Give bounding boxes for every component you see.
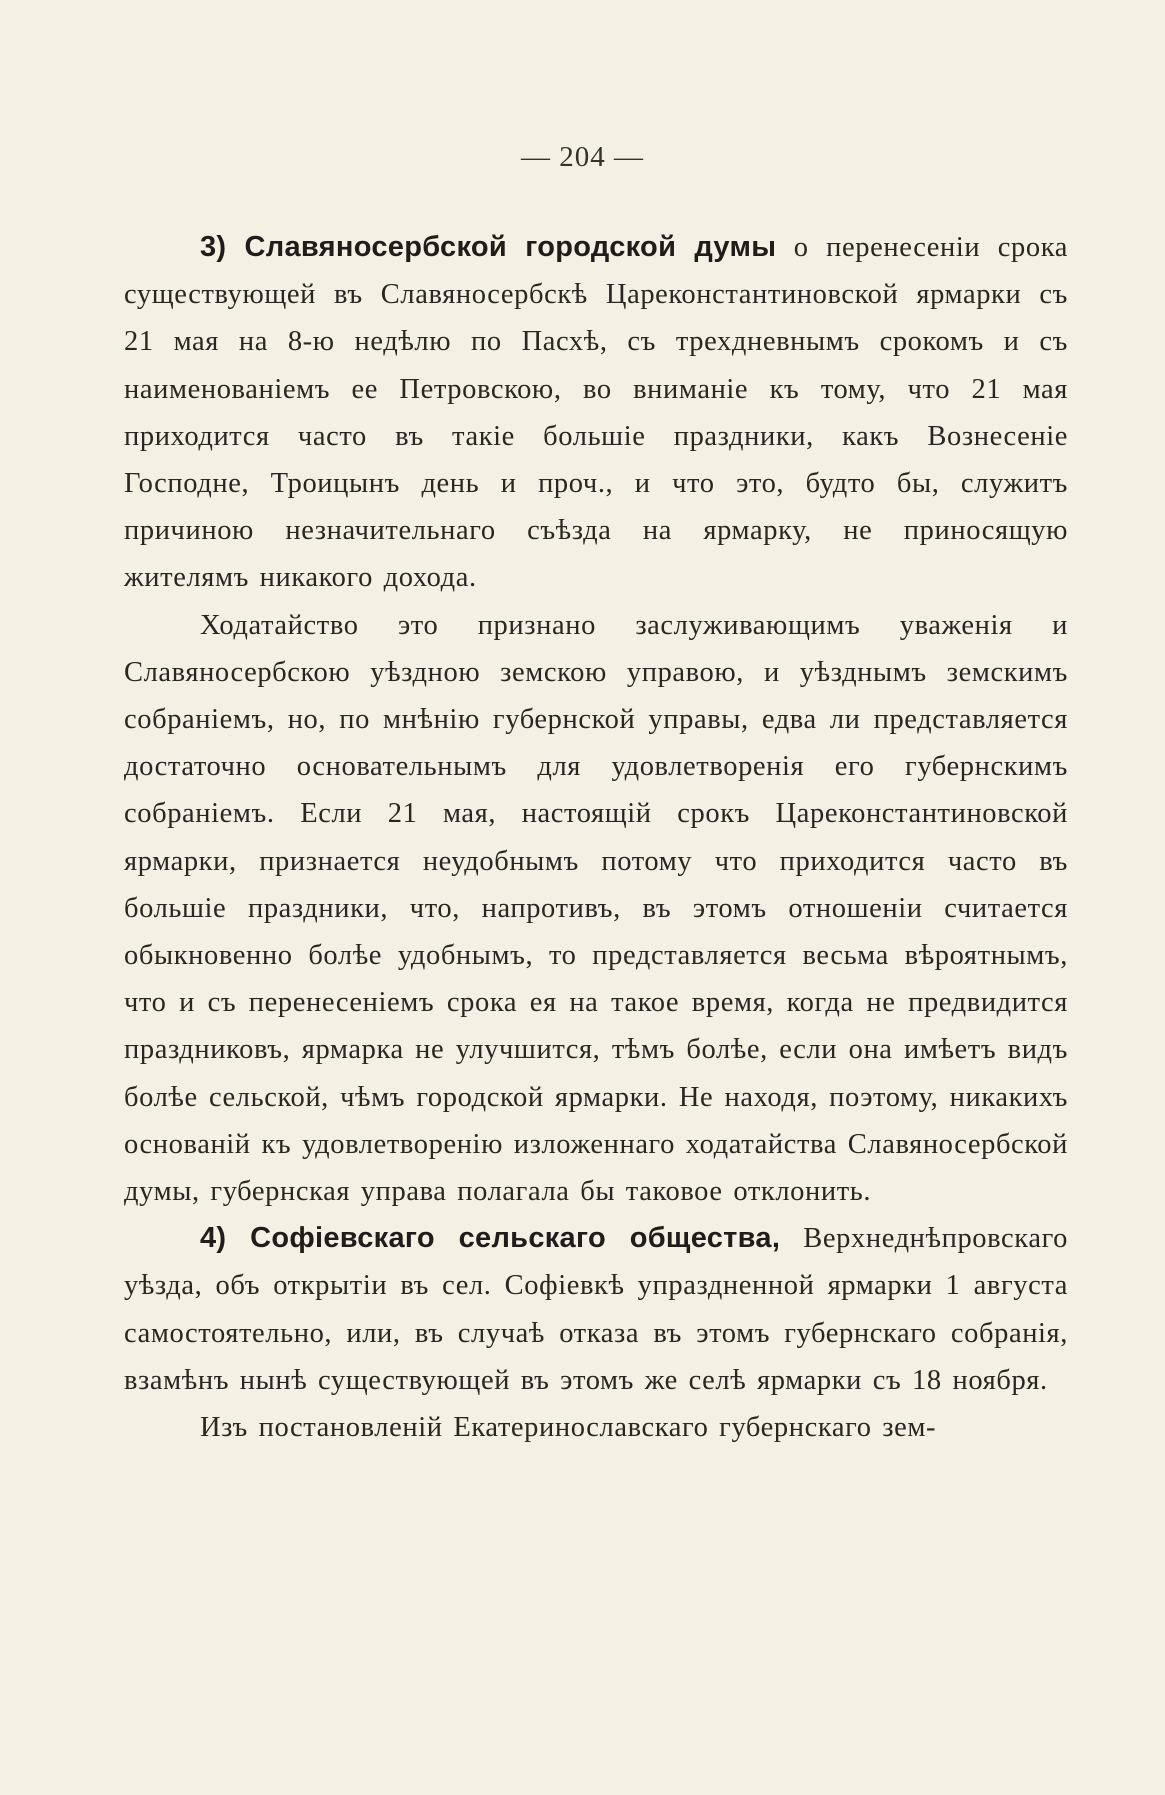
paragraph-item-4	[124, 1215, 1068, 1404]
paragraph-continuation	[124, 1404, 1068, 1451]
body-text	[124, 224, 1068, 1451]
item-4-text: Верхнеднѣпровскаго уѣзда, объ открытіи въ сел. Софіевкѣ упраздненной ярмарки 1 августа самостоятельно, или, въ случаѣ отказа въ этомъ губернскаго собранія, взамѣнъ нынѣ существующей въ этомъ же селѣ ярмарки съ 18 ноября.	[124, 1223, 1068, 1396]
item-3-heading: 3) Славяносербской городской думы	[200, 231, 777, 263]
page-number: — 204 —	[521, 141, 644, 173]
paragraph-item-3	[124, 224, 1068, 602]
paragraph-petition-assessment	[124, 602, 1068, 1216]
item-4-heading: 4) Софіевскаго сельскаго общества,	[200, 1222, 781, 1255]
paragraph-petition-assessment-text: Ходатайство это признано заслуживающимъ уваженія и Славяносербскою уѣздною земскою управою, и уѣзднымъ земскимъ собраніемъ, но, по мнѣнію губернской управы, едва ли представляется достаточно основательнымъ для удовлетворенія его губернскимъ собраніемъ. Если 21 мая, настоящій срокъ Цареконстантиновской ярмарки, признается неудобнымъ потому что приходится часто въ большіе праздники, что, напротивъ, въ этомъ отношеніи считается обыкновенно болѣе удобнымъ, то представляется весьма вѣроятнымъ, что и съ перенесеніемъ срока ея на такое время, когда не предвидится праздниковъ, ярмарка не улучшится, тѣмъ болѣе, если она имѣетъ видъ болѣе сельской, чѣмъ городской ярмарки. Не находя, поэтому, никакихъ основаній къ удовлетворенію изложеннаго ходатайства Славяносербской думы, губернская управа полагала бы таковое отклонить.	[124, 609, 1068, 1208]
paragraph-continuation-text: Изъ постановленій Екатеринославскаго губернскаго зем-	[200, 1412, 937, 1444]
item-3-text: о перенесеніи срока существующей въ Славяносербскѣ Цареконстантиновской ярмарки съ 21 мая на 8-ю недѣлю по Пасхѣ, съ трехдневнымъ срокомъ и съ наименованіемъ ее Петровскою, во вниманіе къ тому, что 21 мая приходится часто въ такіе большіе праздники, какъ Вознесеніе Господне, Троицынъ день и проч., и что это, будто бы, служитъ причиною незначительнаго съѣзда на ярмарку, не приносящую жителямъ никакого дохода.	[124, 232, 1068, 594]
